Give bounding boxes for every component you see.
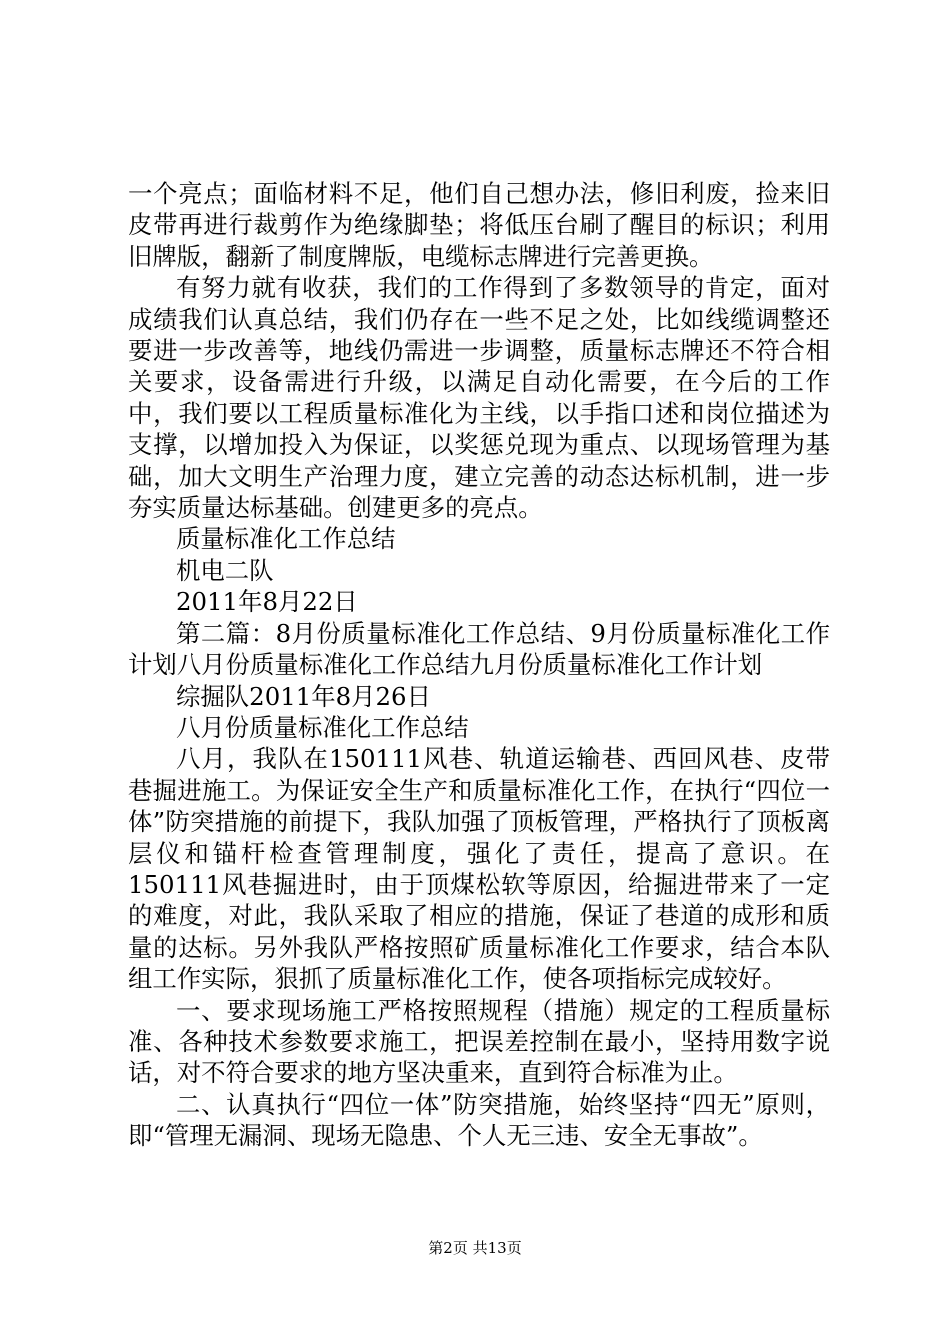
page-number: 第2页 共13页 (428, 1239, 522, 1257)
paragraph: 二、认真执行“四位一体”防突措施，始终坚持“四无”原则，即“管理无漏洞、现场无隐患、个人无三违、安全无事故”。 (128, 1089, 830, 1151)
team-name: 机电二队 (176, 555, 274, 585)
paragraph: 八月，我队在150111风巷、轨道运输巷、西回风巷、皮带巷掘进施工。为保证安全生产和质量标准化工作，在执行“四位一体”防突措施的前提下，我队加强了顶板管理，严格执行了顶板离层仪和锚杆检查管理制度，强化了责任，提高了意识。在150111风巷掘进时，由于顶煤松软等原因，给掘进带来了一定的难度，对此，我队采取了相应的措施，保证了巷道的成形和质量的达标。另外我队严格按照矿质量标准化工作要求，结合本队组工作实际，狠抓了质量标准化工作，使各项指标完成较好。 (128, 744, 830, 994)
paragraph: 一个亮点；面临材料不足，他们自己想办法，修旧利废，捡来旧皮带再进行裁剪作为绝缘脚垫；将低压台刷了醒目的标识；利用旧牌版，翻新了制度牌版，电缆标志牌进行完善更换。 (128, 179, 830, 271)
page-footer (0, 1238, 950, 1258)
paragraph: 一、要求现场施工严格按照规程（措施）规定的工程质量标准、各种技术参数要求施工，把误差控制在最小，坚持用数字说话，对不符合要求的地方坚决重来，直到符合标准为止。 (128, 995, 830, 1088)
team-date-line: 综掘队2011年8月26日 (176, 681, 431, 711)
date-line: 2011年8月22日 (176, 587, 358, 617)
chapter-title: 第二篇：8月份质量标准化工作总结、9月份质量标准化工作计划八月份质量标准化工作总结九月份质量标准化工作计划 (128, 618, 830, 680)
section-title: 质量标准化工作总结 (176, 524, 396, 554)
document-body (128, 178, 830, 1152)
paragraph: 有努力就有收获，我们的工作得到了多数领导的肯定，面对成绩我们认真总结，我们仍存在一些不足之处，比如线缆调整还要进一步改善等，地线仍需进一步调整，质量标志牌还不符合相关要求，设备需进行升级，以满足自动化需要，在今后的工作中，我们要以工程质量标准化为主线，以手指口述和岗位描述为支撑，以增加投入为保证，以奖惩兑现为重点、以现场管理为基础，加大文明生产治理力度，建立完善的动态达标机制，进一步夯实质量达标基础。创建更多的亮点。 (128, 273, 830, 523)
subsection-title: 八月份质量标准化工作总结 (176, 712, 469, 742)
